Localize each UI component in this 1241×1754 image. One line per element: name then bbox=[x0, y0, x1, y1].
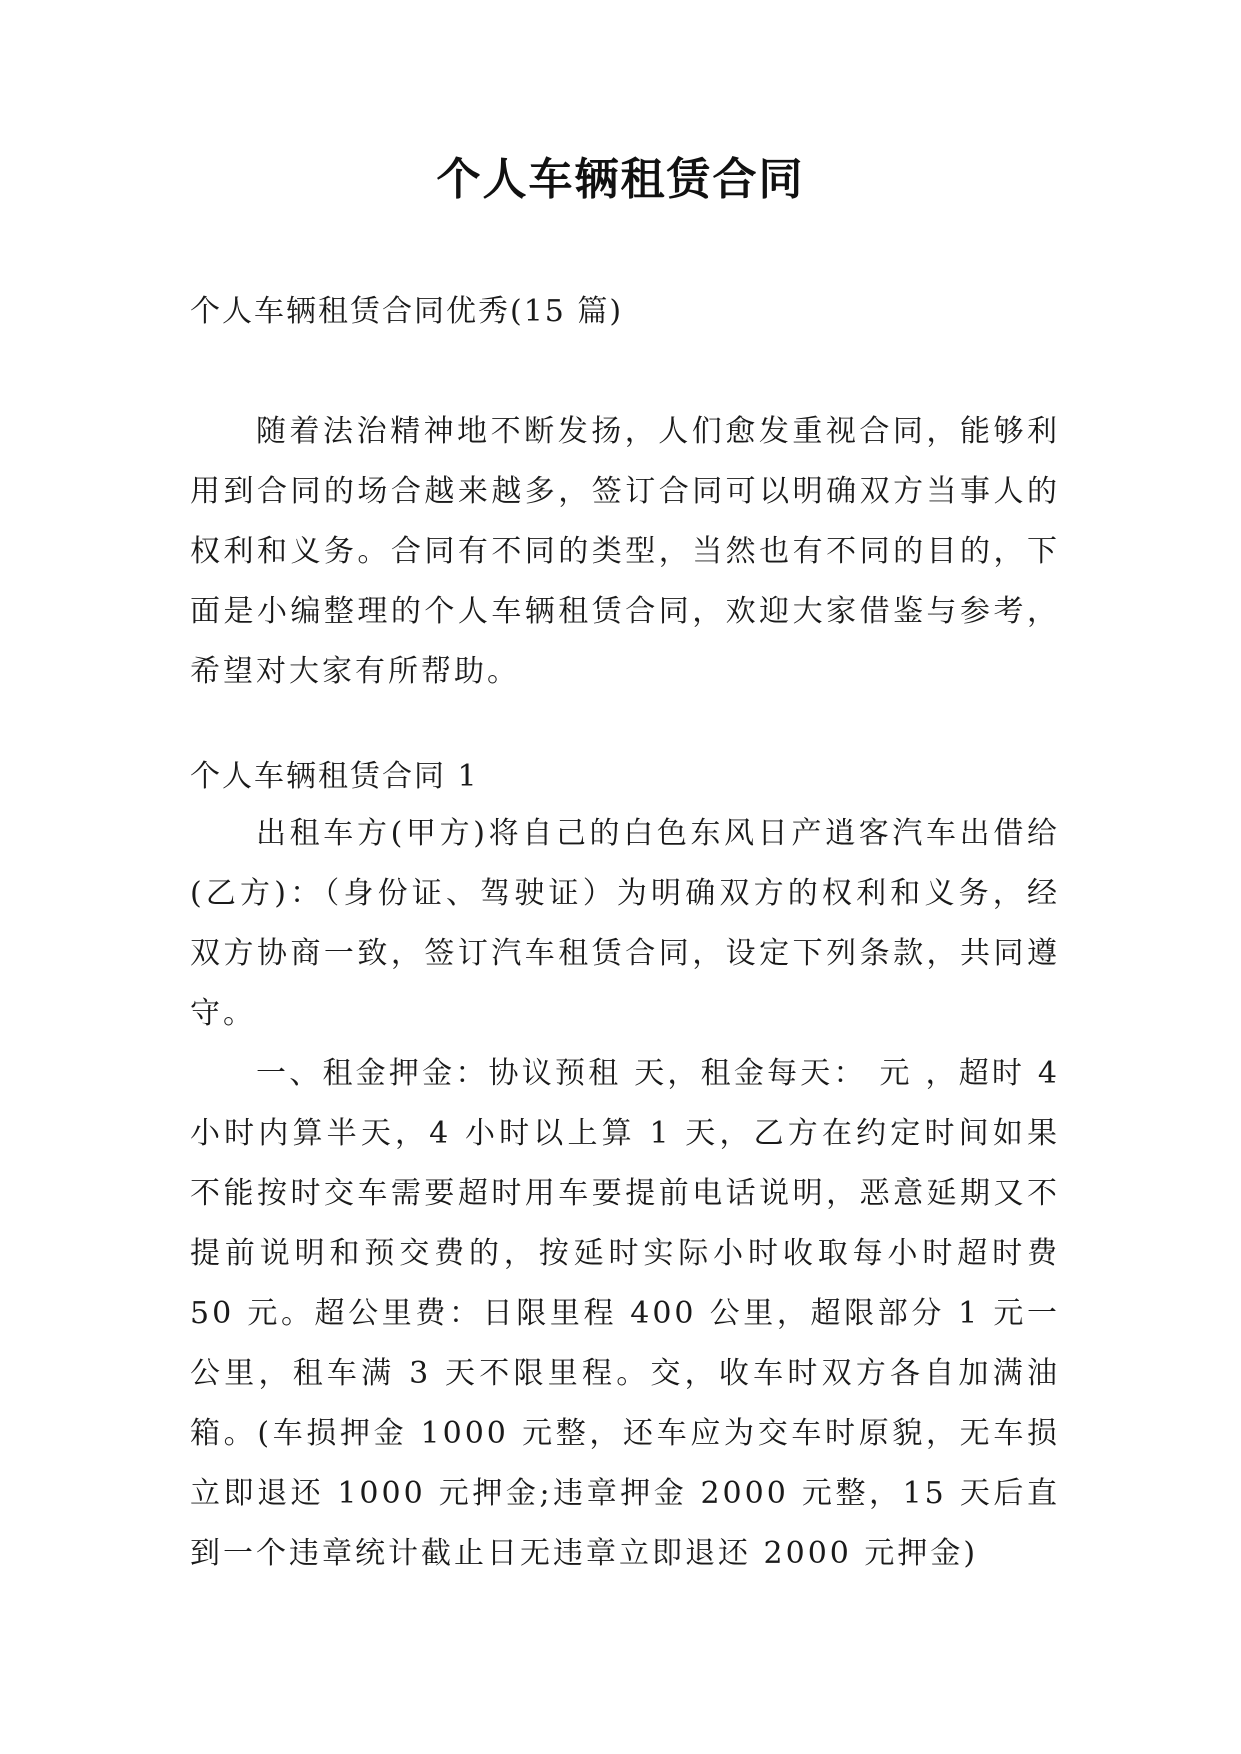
section-paragraph-1: 出租车方(甲方)将自己的白色东风日产逍客汽车出借给(乙方)：（身份证、驾驶证）为明确双方的权利和义务，经双方协商一致，签订汽车租赁合同，设定下列条款，共同遵守。 bbox=[190, 816, 1060, 1031]
section-heading: 个人车辆租赁合同 1 bbox=[190, 759, 479, 794]
document-title: 个人车辆租赁合同 bbox=[436, 154, 805, 205]
section-paragraph-2: 一、租金押金：协议预租 天，租金每天： 元 ，超时 4 小时内算半天，4 小时以上算 1 天，乙方在约定时间如果不能按时交车需要超时用车要提前电话说明，恶意延期又不提前说明和预交费的，按延时实际小时收取每小时超时费 50 元。超公里费：日限里程 400 公里，超限部分 1 元一公里，租车满 3 天不限里程。交，收车时双方各自加满油箱。(车损押金 1000 元整，还车应为交车时原貌，无车损立即退还 1000 元押金;违章押金 2000 元整，15 天后直到一个违章统计截止日无违章立即退还 2000 元押金) bbox=[190, 1056, 1060, 1571]
intro-paragraph: 随着法治精神地不断发扬，人们愈发重视合同，能够利用到合同的场合越来越多，签订合同可以明确双方当事人的权利和义务。合同有不同的类型，当然也有不同的目的，下面是小编整理的个人车辆租赁合同，欢迎大家借鉴与参考，希望对大家有所帮助。 bbox=[190, 414, 1060, 689]
document-subtitle: 个人车辆租赁合同优秀(15 篇) bbox=[190, 294, 624, 329]
